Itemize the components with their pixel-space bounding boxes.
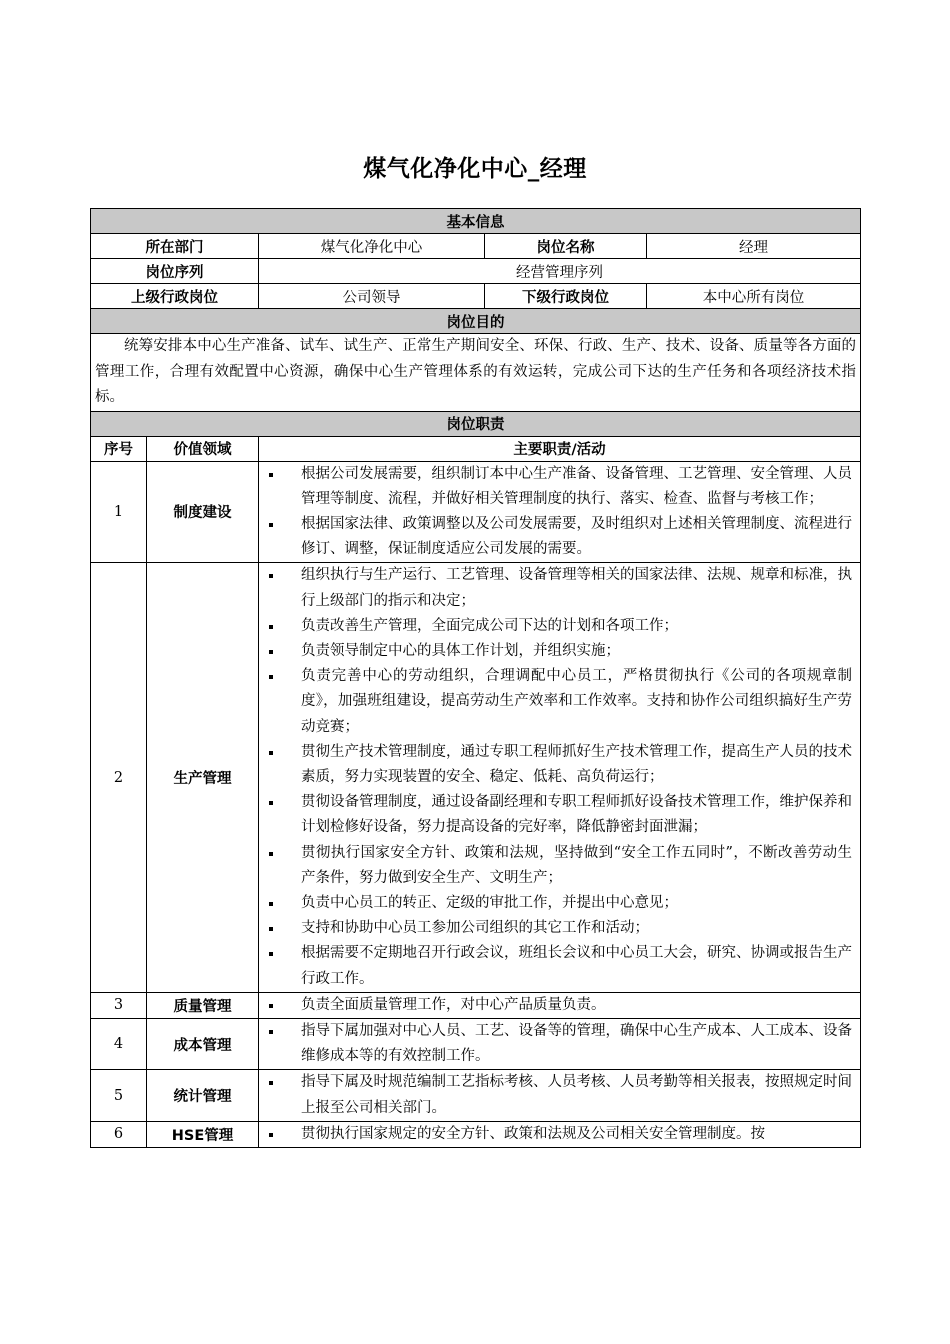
duty-item-text: 支持和协助中心员工参加公司组织的其它工作和活动；: [301, 920, 649, 937]
duty-area: HSE管理: [147, 1121, 259, 1147]
duty-item-text: 负责领导制定中心的具体工作计划，并组织实施；: [301, 642, 620, 659]
col-number-header: 序号: [91, 436, 147, 461]
duty-item-text: 指导下属加强对中心人员、工艺、设备等的管理，确保中心生产成本、人工成本、设备维修成本等的有效控制工作。: [301, 1022, 853, 1065]
square-bullet-icon: [269, 1004, 273, 1008]
duty-number: 4: [91, 1018, 147, 1069]
duty-area: 质量管理: [147, 992, 259, 1018]
duty-item: [263, 1070, 852, 1120]
duty-item-text: 负责改善生产管理，全面完成公司下达的计划和各项工作；: [301, 617, 678, 634]
duty-items-cell: [259, 992, 861, 1018]
duty-items-cell: [259, 563, 861, 992]
duty-item: [263, 462, 852, 512]
square-bullet-icon: [269, 1081, 273, 1085]
duty-item-text: 根据国家法律、政策调整以及公司发展需要，及时组织对上述相关管理制度、流程进行修订、调整，保证制度适应公司发展的需要。: [301, 515, 853, 558]
duty-item: [263, 664, 852, 740]
duty-row: [91, 1018, 861, 1069]
square-bullet-icon: [269, 523, 273, 527]
square-bullet-icon: [269, 675, 273, 679]
duty-item-text: 贯彻执行国家安全方针、政策和法规，坚持做到“安全工作五同时”，不断改善劳动生产条件，努力做到安全生产、文明生产；: [301, 844, 853, 886]
duty-item: [263, 941, 852, 991]
job-description-table: [90, 208, 861, 1148]
duty-item: [263, 790, 852, 840]
duty-number: 1: [91, 461, 147, 563]
square-bullet-icon: [269, 952, 273, 956]
duty-row: [91, 1121, 861, 1147]
superior-post-label: 上级行政岗位: [91, 284, 259, 309]
duty-item: [263, 841, 852, 891]
duty-area: 成本管理: [147, 1018, 259, 1069]
duty-area: 制度建设: [147, 461, 259, 563]
duty-items-cell: [259, 1018, 861, 1069]
duty-number: 2: [91, 563, 147, 992]
duty-item-text: 指导下属及时规范编制工艺指标考核、人员考核、人员考勤等相关报表，按照规定时间上报至公司相关部门。: [301, 1074, 853, 1116]
square-bullet-icon: [269, 574, 273, 578]
superior-post-value: 公司领导: [259, 284, 485, 309]
post-sequence-value: 经营管理序列: [259, 259, 861, 284]
duty-item: [263, 1019, 852, 1069]
col-area-header: 价值领域: [147, 436, 259, 461]
duty-row: [91, 992, 861, 1018]
purpose-text: 统筹安排本中心生产准备、试车、试生产、正常生产期间安全、环保、行政、生产、技术、设备、质量等各方面的管理工作，合理有效配置中心资源，确保中心生产管理体系的有效运转，完成公司下达的生产任务和各项经济技术指标。: [91, 334, 861, 412]
col-main-duties-header: 主要职责/活动: [259, 436, 861, 461]
duty-list: [263, 462, 856, 563]
duty-items-cell: [259, 1070, 861, 1121]
dept-label: 所在部门: [91, 234, 259, 259]
post-sequence-label: 岗位序列: [91, 259, 259, 284]
duties-header: 岗位职责: [91, 411, 861, 436]
duty-row: [91, 563, 861, 992]
duty-list: [263, 1019, 856, 1069]
subordinate-post-value: 本中心所有岗位: [647, 284, 861, 309]
duty-item-text: 根据公司发展需要，组织制订本中心生产准备、设备管理、工艺管理、安全管理、人员管理等制度、流程，并做好相关管理制度的执行、落实、检查、监督与考核工作；: [301, 465, 853, 507]
duty-list: [263, 1070, 856, 1120]
basic-info-header: 基本信息: [91, 209, 861, 234]
duty-item-text: 根据需要不定期地召开行政会议，班组长会议和中心员工大会，研究、协调或报告生产行政工作。: [301, 945, 853, 987]
purpose-header: 岗位目的: [91, 309, 861, 334]
square-bullet-icon: [269, 650, 273, 654]
square-bullet-icon: [269, 852, 273, 856]
duty-item: [263, 1122, 852, 1147]
square-bullet-icon: [269, 1133, 273, 1137]
duty-item: [263, 993, 852, 1018]
square-bullet-icon: [269, 473, 273, 477]
duty-item: [263, 563, 852, 613]
duty-row: [91, 461, 861, 563]
dept-value: 煤气化净化中心: [259, 234, 485, 259]
duty-number: 3: [91, 992, 147, 1018]
duty-item: [263, 916, 852, 941]
duty-list: [263, 993, 856, 1018]
duty-item: [263, 891, 852, 916]
page-title: 煤气化净化中心_经理: [363, 156, 587, 182]
duty-item-text: 贯彻生产技术管理制度，通过专职工程师抓好生产技术管理工作，提高生产人员的技术素质，努力实现装置的安全、稳定、低耗、高负荷运行；: [301, 743, 853, 785]
duty-item-text: 负责完善中心的劳动组织，合理调配中心员工，严格贯彻执行《公司的各项规章制度》，加强班组建设，提高劳动生产效率和工作效率。支持和协作公司组织搞好生产劳动竞赛；: [301, 668, 853, 735]
duty-list: [263, 563, 856, 991]
square-bullet-icon: [269, 801, 273, 805]
square-bullet-icon: [269, 902, 273, 906]
duty-item-text: 贯彻设备管理制度，通过设备副经理和专职工程师抓好设备技术管理工作，维护保养和计划检修好设备，努力提高设备的完好率，降低静密封面泄漏；: [301, 794, 853, 836]
duty-item-text: 负责中心员工的转正、定级的审批工作，并提出中心意见；: [301, 894, 678, 911]
duty-items-cell: [259, 1121, 861, 1147]
duty-item-text: 贯彻执行国家规定的安全方针、政策和法规及公司相关安全管理制度。按: [301, 1125, 765, 1142]
duty-item-text: 组织执行与生产运行、工艺管理、设备管理等相关的国家法律、法规、规章和标准，执行上级部门的指示和决定；: [301, 567, 853, 609]
square-bullet-icon: [269, 1030, 273, 1034]
square-bullet-icon: [269, 927, 273, 931]
duty-area: 生产管理: [147, 563, 259, 992]
duty-item: [263, 740, 852, 790]
square-bullet-icon: [269, 751, 273, 755]
duty-item-text: 负责全面质量管理工作，对中心产品质量负责。: [301, 996, 606, 1013]
duty-number: 5: [91, 1070, 147, 1121]
duty-list: [263, 1122, 856, 1147]
square-bullet-icon: [269, 625, 273, 629]
duty-item: [263, 639, 852, 664]
post-name-value: 经理: [647, 234, 861, 259]
subordinate-post-label: 下级行政岗位: [485, 284, 647, 309]
duty-items-cell: [259, 461, 861, 563]
duty-row: [91, 1070, 861, 1121]
duty-item: [263, 512, 852, 562]
duty-area: 统计管理: [147, 1070, 259, 1121]
post-name-label: 岗位名称: [485, 234, 647, 259]
duty-item: [263, 614, 852, 639]
duty-number: 6: [91, 1121, 147, 1147]
